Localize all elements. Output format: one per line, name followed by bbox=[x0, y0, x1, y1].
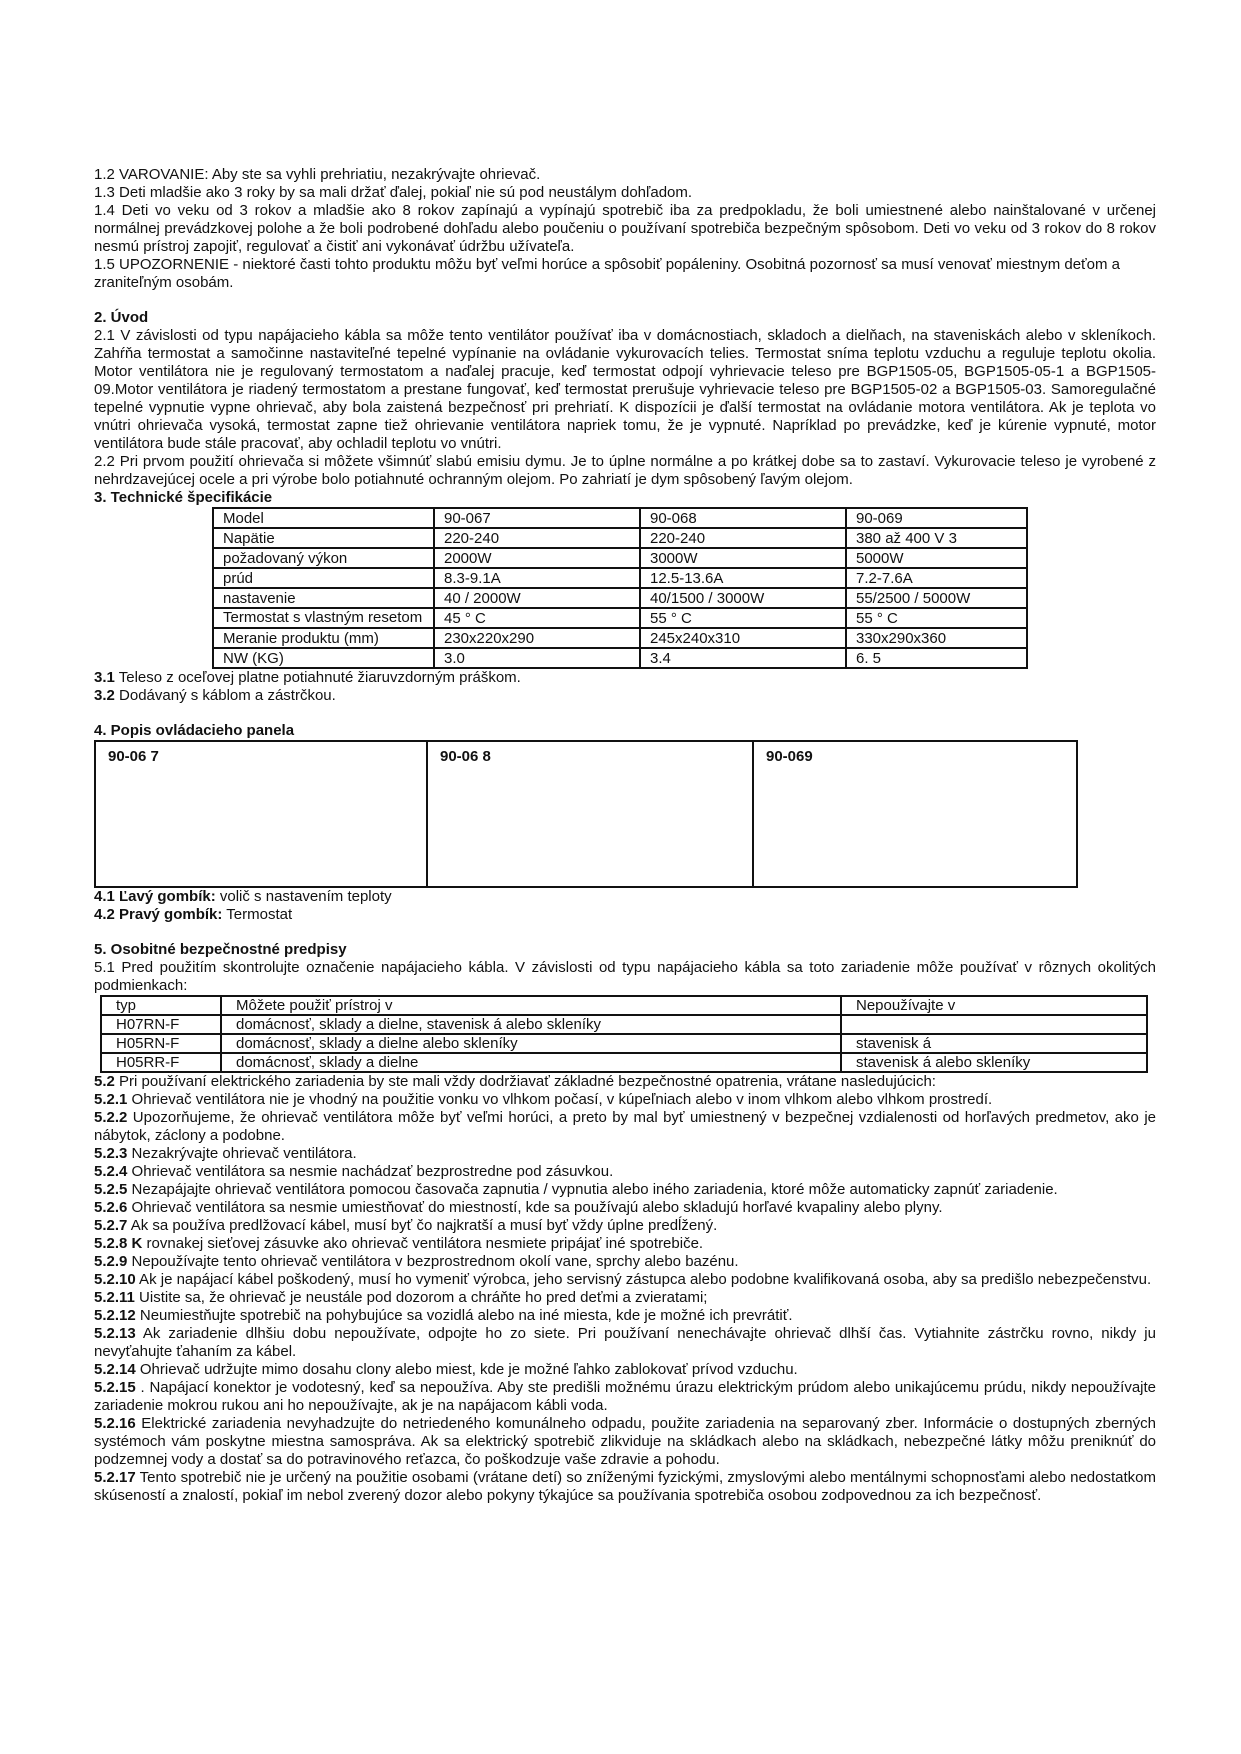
table-cell: domácnosť, sklady a dielne alebo skleníky bbox=[221, 1034, 841, 1053]
table-cell: 90-067 bbox=[434, 508, 640, 528]
spec-note-3-1: 3.1 Teleso z oceľovej platne potiahnuté žiaruvzdorným práškom. bbox=[94, 669, 521, 686]
list-item bbox=[94, 1307, 1156, 1325]
safety-items-list bbox=[94, 1073, 1156, 1505]
table-row bbox=[213, 608, 1027, 628]
table-cell: požadovaný výkon bbox=[213, 548, 434, 568]
table-cell: 2000W bbox=[434, 548, 640, 568]
table-row bbox=[101, 1034, 1147, 1053]
table-cell: typ bbox=[101, 996, 221, 1015]
cable-table bbox=[100, 995, 1148, 1073]
item-text: Ohrievač ventilátora nie je vhodný na použitie vonku vo vlhkom počasí, v kúpeľniach alebo v inom vlhkom alebo vlhkom prostredí. bbox=[127, 1091, 993, 1108]
panel-cell-90-068: 90-06 8 bbox=[427, 741, 753, 887]
table-row bbox=[213, 508, 1027, 528]
list-item bbox=[94, 1379, 1156, 1415]
item-number: 5.2.17 bbox=[94, 1469, 136, 1486]
list-item bbox=[94, 1469, 1156, 1505]
table-cell: H05RR-F bbox=[101, 1053, 221, 1072]
item-number: 5.2.15 bbox=[94, 1379, 136, 1396]
intro-paragraph-2-1: 2.1 V závislosti od typu napájacieho kábla sa môže tento ventilátor používať iba v domácnostiach, skladoch a dielňach, na staveniskách alebo v skleníkoch. Zahŕňa termostat a samočinne nastaviteľné tepelné vypínanie na ovládanie vykurovacích telies. Termostat sníma teplotu vzduchu a reguluje teplotu okolia. Motor ventilátora nie je regulovaný termostatom a naďalej pracuje, keď termostat odpojí vyhrievacie teleso pre BGP1505-05, BGP1505-05-1 a BGP1505-09.Motor ventilátora je riadený termostatom a prestane fungovať, keď termostat prerušuje vyhrievacie teleso pre BGP1505-02 a BGP1505-03. Samoregulačné tepelné vypnutie vypne ohrievač, aby bola zaistená bezpečnosť pri prehriatí. K dispozícii je ďalší termostat na ovládanie motora ventilátora. Ak je teplota vo vnútri ohrievača vysoká, termostat zapne tiež ohrievanie ventilátora napriek tomu, že je vypnuté. Napríklad po prevádzke, keď je kúrenie vypnuté, motor ventilátora bude stále pracovať, aby ochladil teplotu vo vnútri. bbox=[94, 327, 1156, 452]
table-row bbox=[213, 568, 1027, 588]
list-item bbox=[94, 1073, 1156, 1091]
document-page bbox=[94, 166, 1156, 1505]
list-item bbox=[94, 1289, 1156, 1307]
panel-note-4-1: 4.1 Ľavý gombík: volič s nastavením teploty bbox=[94, 888, 392, 905]
item-number: 5.2.11 bbox=[94, 1289, 135, 1306]
table-row bbox=[101, 1015, 1147, 1034]
list-item bbox=[94, 1163, 1156, 1181]
table-row bbox=[213, 648, 1027, 668]
table-row bbox=[213, 628, 1027, 648]
item-text: Nezapájajte ohrievač ventilátora pomocou časovača zapnutia / vypnutia alebo iného zariadenia, ktoré môže automaticky zapnúť zariadenie. bbox=[127, 1181, 1058, 1198]
list-item bbox=[94, 1217, 1156, 1235]
spec-table bbox=[212, 507, 1028, 669]
item-text: Ohrievač udržujte mimo dosahu clony alebo miest, kde je možné ľahko zablokovať prívod vzduchu. bbox=[135, 1361, 798, 1378]
table-cell: H07RN-F bbox=[101, 1015, 221, 1034]
item-number: 5.2.16 bbox=[94, 1415, 136, 1432]
list-item bbox=[94, 1271, 1156, 1289]
panel-note-4-2: 4.2 Pravý gombík: Termostat bbox=[94, 906, 293, 923]
table-cell: domácnosť, sklady a dielne, stavenisk á alebo skleníky bbox=[221, 1015, 841, 1034]
list-item bbox=[94, 1325, 1156, 1361]
item-number: 5.2.6 bbox=[94, 1199, 128, 1216]
item-text: Upozorňujeme, že ohrievač ventilátora môže byť veľmi horúci, a preto by mal byť umiestnený v bezpečnej vzdialenosti od horľavých predmetov, ako je nábytok, záclony a podobne. bbox=[94, 1109, 1156, 1144]
item-text: Ak sa používa predlžovací kábel, musí byť čo najkratší a musí byť vždy úplne predĺžený. bbox=[127, 1217, 718, 1234]
table-cell: Napätie bbox=[213, 528, 434, 548]
table-cell: H05RN-F bbox=[101, 1034, 221, 1053]
table-row bbox=[101, 996, 1147, 1015]
item-number: 5.2.9 bbox=[94, 1253, 128, 1270]
intro-paragraph-2-2: 2.2 Pri prvom použití ohrievača si môžete všimnúť slabú emisiu dymu. Je to úplne normálne a po krátkej dobe sa to zastaví. Vykurovacie teleso je vyrobené z nehrdzavejúcej ocele a pri výrobe bolo potiahnuté ochranným olejom. Po zahriatí je dym spôsobený ľavým olejom. bbox=[94, 453, 1156, 488]
table-cell: Môžete použiť prístroj v bbox=[221, 996, 841, 1015]
table-cell: 8.3-9.1A bbox=[434, 568, 640, 588]
item-number: 5.2.10 bbox=[94, 1271, 136, 1288]
item-number: 5.2.2 bbox=[94, 1109, 128, 1126]
item-number: 5.2.5 bbox=[94, 1181, 128, 1198]
table-cell: 220-240 bbox=[434, 528, 640, 548]
item-text: Nezakrývajte ohrievač ventilátora. bbox=[127, 1145, 357, 1162]
item-number: 5.2.3 bbox=[94, 1145, 128, 1162]
table-cell: 45 ° C bbox=[434, 608, 640, 628]
item-text: Elektrické zariadenia nevyhadzujte do netriedeného komunálneho odpadu, použite zariadenia na separovaný zber. Informácie o dostupných zberných systémoch vám poskytne miestna samospráva. Ak sa elektrický spotrebič zlikviduje na skládkach alebo na skládkach, nebezpečné látky môžu preniknúť do podzemnej vody a dostať sa do potravinového reťazca, čo poškodzuje vaše zdravie a pohodu. bbox=[94, 1415, 1156, 1468]
item-number: 5.2.1 bbox=[94, 1091, 128, 1108]
panel-cell-90-069: 90-069 bbox=[753, 741, 1077, 887]
item-text: Ak je napájací kábel poškodený, musí ho vymeniť výrobca, jeho servisný zástupca alebo podobne kvalifikovaná osoba, aby sa predišlo nebezpečenstvu. bbox=[135, 1271, 1152, 1288]
item-text: Tento spotrebič nie je určený na použitie osobami (vrátane detí) so zníženými fyzickými, zmyslovými alebo mentálnymi schopnosťami alebo nedostatkom skúseností a znalostí, pokiaľ im nebol zverený dozor alebo pokyny týkajúce sa používania spotrebiča osobou zodpovednou za ich bezpečnosť. bbox=[94, 1469, 1156, 1504]
list-item bbox=[94, 1199, 1156, 1217]
table-cell: 220-240 bbox=[640, 528, 846, 548]
table-cell: 3.0 bbox=[434, 648, 640, 668]
table-cell: domácnosť, sklady a dielne bbox=[221, 1053, 841, 1072]
item-text: Pri používaní elektrického zariadenia by ste mali vždy dodržiavať základné bezpečnostné opatrenia, vrátane nasledujúcich: bbox=[114, 1073, 936, 1090]
item-text: Ak zariadenie dlhšiu dobu nepoužívate, odpojte ho zo siete. Pri používaní nenechávajte ohrievač dlhší čas. Vytiahnite zástrčku rovno, nikdy ju nevyťahujte ťahaním za kábel. bbox=[94, 1325, 1156, 1360]
item-text: Ohrievač ventilátora sa nesmie umiestňovať do miestností, kde sa používajú alebo skladujú horľavé kvapaliny alebo plyny. bbox=[127, 1199, 943, 1216]
table-cell: 90-069 bbox=[846, 508, 1027, 528]
table-cell: 7.2-7.6A bbox=[846, 568, 1027, 588]
table-row bbox=[213, 528, 1027, 548]
list-item bbox=[94, 1415, 1156, 1469]
item-number: 5.2 bbox=[94, 1073, 115, 1090]
table-cell: 3.4 bbox=[640, 648, 846, 668]
table-cell: 230x220x290 bbox=[434, 628, 640, 648]
table-cell: nastavenie bbox=[213, 588, 434, 608]
safety-heading: 5. Osobitné bezpečnostné predpisy bbox=[94, 941, 347, 958]
table-cell: Termostat s vlastným resetom bbox=[213, 608, 434, 628]
table-cell: stavenisk á bbox=[841, 1034, 1147, 1053]
table-cell bbox=[841, 1015, 1147, 1034]
warning-1-2: 1.2 VAROVANIE: Aby ste sa vyhli prehriatiu, nezakrývajte ohrievač. bbox=[94, 166, 541, 183]
safety-paragraph-5-1: 5.1 Pred použitím skontrolujte označenie napájacieho kábla. V závislosti od typu napájacieho kábla sa toto zariadenie môže používať v rôznych okolitých podmienkach: bbox=[94, 959, 1156, 994]
spec-note-3-2: 3.2 Dodávaný s káblom a zástrčkou. bbox=[94, 687, 336, 704]
table-cell: 330x290x360 bbox=[846, 628, 1027, 648]
table-cell: 40/1500 / 3000W bbox=[640, 588, 846, 608]
table-cell: 12.5-13.6A bbox=[640, 568, 846, 588]
table-cell: 55/2500 / 5000W bbox=[846, 588, 1027, 608]
table-cell: NW (KG) bbox=[213, 648, 434, 668]
warning-1-5: 1.5 UPOZORNENIE - niektoré časti tohto produktu môžu byť veľmi horúce a spôsobiť popáleniny. Osobitná pozornosť sa musí venovať miestnym deťom a zraniteľným osobám. bbox=[94, 256, 1121, 291]
item-text: rovnakej sieťovej zásuvke ako ohrievač ventilátora nesmiete pripájať iné spotrebiče. bbox=[142, 1235, 704, 1252]
table-row bbox=[101, 1053, 1147, 1072]
intro-heading: 2. Úvod bbox=[94, 309, 149, 326]
table-cell: 5000W bbox=[846, 548, 1027, 568]
item-number: 5.2.12 bbox=[94, 1307, 136, 1324]
table-cell: Model bbox=[213, 508, 434, 528]
table-cell: 55 ° C bbox=[640, 608, 846, 628]
panel-heading: 4. Popis ovládacieho panela bbox=[94, 722, 295, 739]
table-cell: Meranie produktu (mm) bbox=[213, 628, 434, 648]
item-text: . Napájací konektor je vodotesný, keď sa nepoužíva. Aby ste predišli možnému úrazu elektrickým prúdom alebo unikajúcemu prúdu, nikdy nepoužívajte zariadenie mokrou rukou ani ho nepoužívajte, ak je na napájacom kábli voda. bbox=[94, 1379, 1156, 1414]
table-cell: 55 ° C bbox=[846, 608, 1027, 628]
list-item bbox=[94, 1235, 1156, 1253]
list-item bbox=[94, 1109, 1156, 1145]
table-cell: 380 až 400 V 3 bbox=[846, 528, 1027, 548]
list-item bbox=[94, 1181, 1156, 1199]
table-row bbox=[95, 741, 1077, 887]
table-cell: stavenisk á alebo skleníky bbox=[841, 1053, 1147, 1072]
item-text: Ohrievač ventilátora sa nesmie nachádzať bezprostredne pod zásuvkou. bbox=[127, 1163, 614, 1180]
table-row bbox=[213, 588, 1027, 608]
warning-1-4: 1.4 Deti vo veku od 3 rokov a mladšie ako 8 rokov zapínajú a vypínajú spotrebič iba za predpokladu, že boli umiestnené alebo nainštalované v určenej normálnej prevádzkovej polohe a že boli podrobené dohľadu alebo poučeniu o používaní spotrebiča bezpečným spôsobom. Deti vo veku od 3 rokov do 8 rokov nesmú prístroj zapojiť, regulovať a čistiť ani vykonávať údržbu užívateľa. bbox=[94, 202, 1156, 255]
list-item bbox=[94, 1361, 1156, 1379]
table-row bbox=[213, 548, 1027, 568]
item-number: 5.2.7 bbox=[94, 1217, 128, 1234]
table-cell: 90-068 bbox=[640, 508, 846, 528]
warning-1-3: 1.3 Deti mladšie ako 3 roky by sa mali držať ďalej, pokiaľ nie sú pod neustálym dohľadom. bbox=[94, 184, 693, 201]
table-cell: Nepoužívajte v bbox=[841, 996, 1147, 1015]
table-cell: 6. 5 bbox=[846, 648, 1027, 668]
item-text: Neumiestňujte spotrebič na pohybujúce sa vozidlá alebo na iné miesta, kde je možné ich prevrátiť. bbox=[135, 1307, 793, 1324]
item-number: 5.2.4 bbox=[94, 1163, 128, 1180]
item-text: Uistite sa, že ohrievač je neustále pod dozorom a chráňte ho pred deťmi a zvieratami; bbox=[134, 1289, 708, 1306]
item-text: Nepoužívajte tento ohrievač ventilátora v bezprostrednom okolí vane, sprchy alebo bazénu. bbox=[127, 1253, 739, 1270]
list-item bbox=[94, 1145, 1156, 1163]
spec-heading: 3. Technické špecifikácie bbox=[94, 489, 273, 506]
table-cell: 40 / 2000W bbox=[434, 588, 640, 608]
table-cell: 245x240x310 bbox=[640, 628, 846, 648]
control-panel-table bbox=[94, 740, 1078, 888]
item-number: 5.2.13 bbox=[94, 1325, 136, 1342]
item-number: 5.2.14 bbox=[94, 1361, 136, 1378]
list-item bbox=[94, 1253, 1156, 1271]
panel-cell-90-067: 90-06 7 bbox=[95, 741, 427, 887]
table-cell: 3000W bbox=[640, 548, 846, 568]
item-number: 5.2.8 K bbox=[94, 1235, 143, 1252]
table-cell: prúd bbox=[213, 568, 434, 588]
list-item bbox=[94, 1091, 1156, 1109]
